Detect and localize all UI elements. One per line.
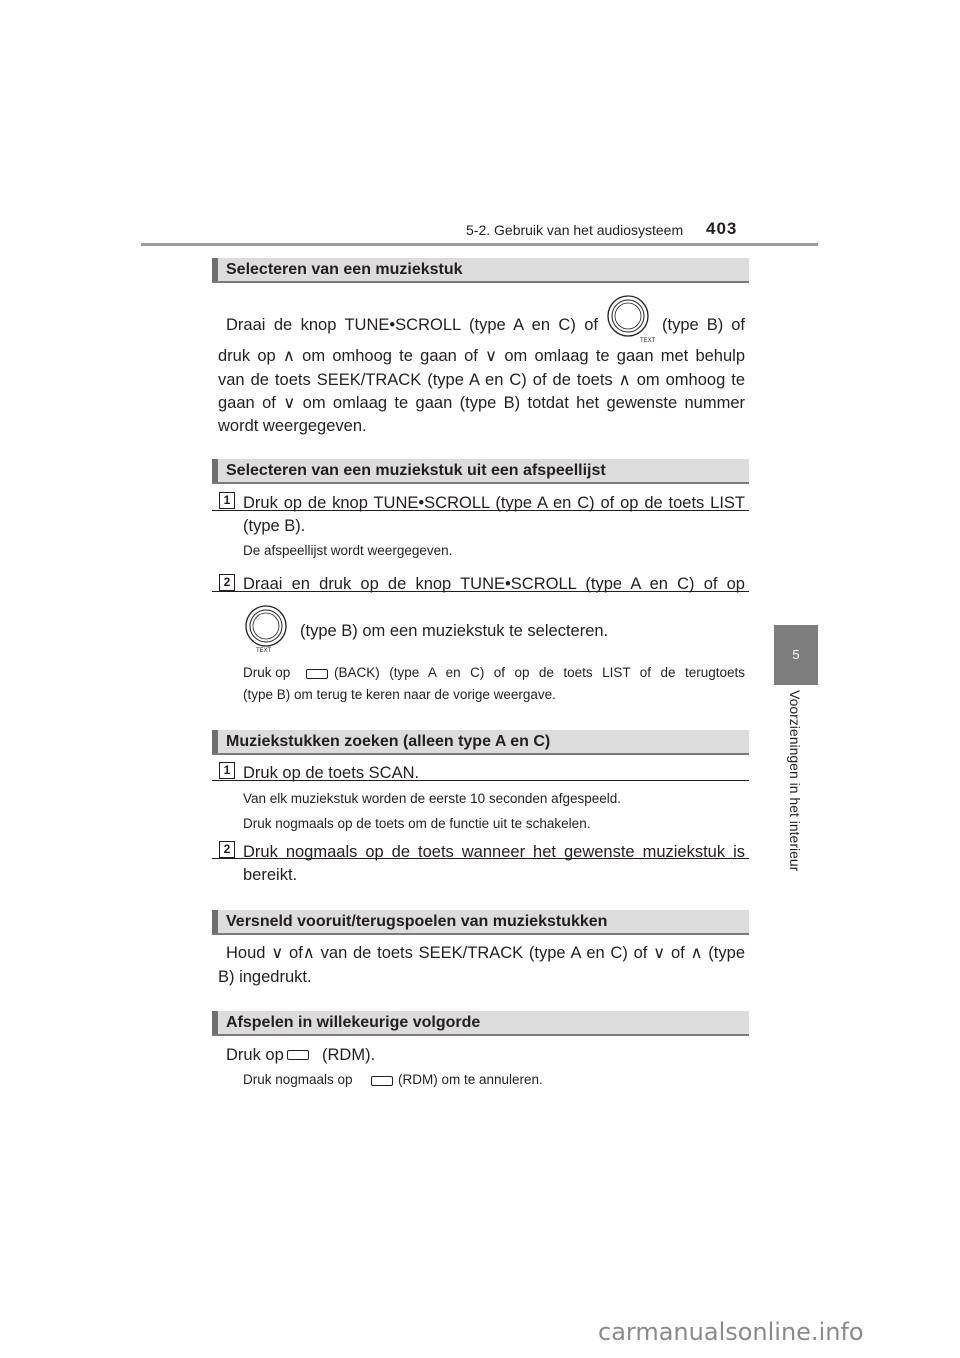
- step-number-badge: 1: [219, 492, 235, 509]
- section-heading: [212, 1011, 749, 1036]
- section-heading-label: Versneld vooruit/terugspoelen van muziekstukken: [226, 913, 608, 930]
- step-note: De afspeellijst wordt weergegeven.: [243, 543, 453, 558]
- step-number-badge: 2: [219, 841, 235, 858]
- step-text: Druk op de toets SCAN.: [243, 764, 420, 782]
- heading-bar: [212, 1011, 218, 1034]
- paragraph-line: Houd ∨ of∧ van de toets SEEK/TRACK (type A en C) of ∨ of ∧ (type: [226, 944, 745, 962]
- paragraph-line: druk op ∧ om omhoog te gaan of ∨ om omlaag te gaan met behulp: [218, 347, 745, 365]
- step-note: Van elk muziekstuk worden de eerste 10 seconden afgespeeld.: [243, 791, 621, 806]
- step-note: Druk op: [243, 665, 291, 680]
- step-text: Druk nogmaals op de toets wanneer het gewenste muziekstuk is: [243, 843, 745, 861]
- tune-knob-icon: [604, 294, 660, 344]
- section-heading: [212, 730, 749, 755]
- heading-bar: [212, 910, 218, 933]
- back-button-icon: [306, 669, 328, 679]
- paragraph-line: (type B) of: [662, 316, 745, 334]
- step-number-badge: 2: [219, 574, 235, 591]
- chapter-number: 5: [792, 647, 800, 662]
- chapter-tab: [774, 625, 818, 685]
- tune-knob-icon: [244, 604, 300, 654]
- step-note: (type B) om terug te keren naar de vorige weergave.: [243, 687, 556, 702]
- section-heading-label: Selecteren van een muziekstuk: [226, 261, 463, 278]
- paragraph-line: Druk op: [226, 1046, 284, 1064]
- section-heading: [212, 910, 749, 935]
- knob-label: TEXT: [256, 648, 272, 654]
- rdm-button-icon: [287, 1050, 309, 1060]
- step-text: (type B) om een muziekstuk te selecteren.: [300, 622, 609, 640]
- watermark: carmanualsonline.info: [598, 1318, 864, 1346]
- chapter-label: Voorzieningen in het interieur: [787, 690, 803, 872]
- heading-bar: [212, 730, 218, 753]
- paragraph-line: van de toets SEEK/TRACK (type A en C) of de toets ∧ om omhoog te: [218, 371, 745, 389]
- step-text: Druk op de knop TUNE•SCROLL (type A en C) of op de toets LIST: [243, 494, 745, 512]
- rdm-button-icon: [371, 1076, 393, 1086]
- paragraph-line: Draai de knop TUNE•SCROLL (type A en C) of: [226, 316, 598, 334]
- heading-bar: [212, 258, 218, 281]
- step-text: bereikt.: [243, 866, 298, 884]
- step-text: Draai en druk op de knop TUNE•SCROLL (type A en C) of op: [243, 575, 745, 593]
- page-number: 403: [706, 219, 738, 238]
- section-heading-label: Muziekstukken zoeken (alleen type A en C): [226, 733, 551, 750]
- step-text: (type B).: [243, 517, 306, 535]
- step-note: Druk nogmaals op de toets om de functie uit te schakelen.: [243, 816, 591, 831]
- section-heading-label: Selecteren van een muziekstuk uit een afspeellijst: [226, 462, 606, 479]
- section-heading: [212, 258, 749, 283]
- step-number-badge: 1: [219, 762, 235, 779]
- section-heading: [212, 459, 749, 484]
- heading-bar: [212, 459, 218, 482]
- header-rule: [141, 243, 818, 246]
- step-note: Druk nogmaals op: [243, 1072, 353, 1087]
- paragraph-line: gaan of ∨ om omlaag te gaan (type B) totdat het gewenste nummer: [218, 394, 745, 412]
- paragraph-line: B) ingedrukt.: [218, 968, 312, 986]
- paragraph-line: wordt weergegeven.: [218, 417, 367, 435]
- section-heading-label: Afspelen in willekeurige volgorde: [226, 1014, 481, 1031]
- step-note: (RDM) om te annuleren.: [398, 1072, 543, 1087]
- header-section-title: 5-2. Gebruik van het audiosysteem: [466, 222, 684, 238]
- paragraph-line: (RDM).: [322, 1046, 376, 1064]
- knob-label: TEXT: [640, 338, 656, 344]
- step-note: (BACK) (type A en C) of op de toets LIST of de terugtoets: [334, 665, 745, 680]
